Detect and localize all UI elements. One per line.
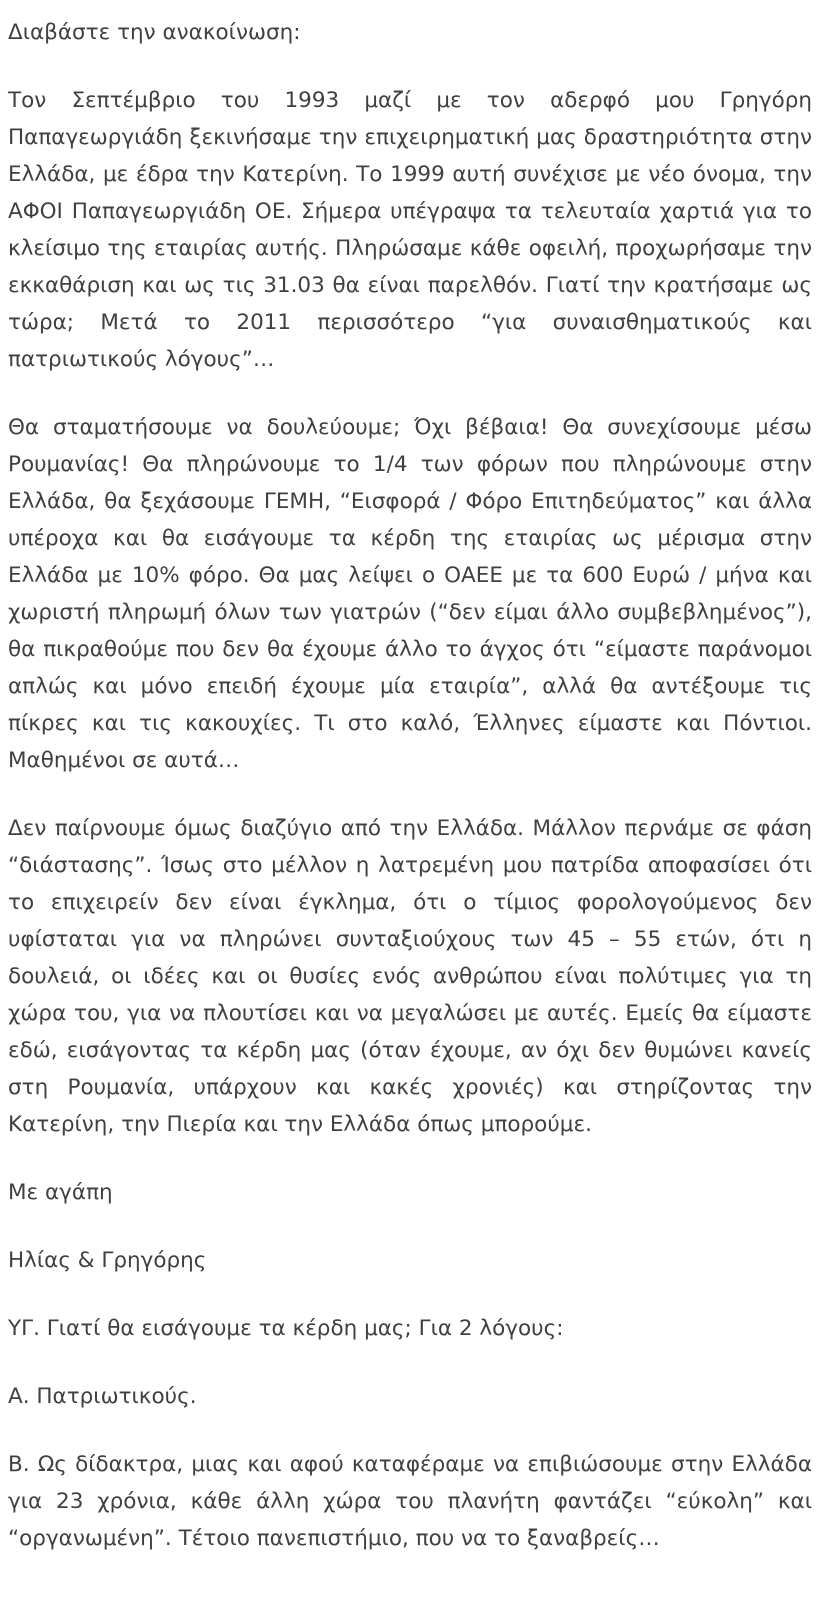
paragraph-greece-separation: Δεν παίρνουμε όμως διαζύγιο από την Ελλάδα. Μάλλον περνάμε σε φάση “διάστασης”. Ίσως στο μέλλον η λατρεμένη μου πατρίδα αποφασίσει ότι το επιχειρείν δεν είναι έγκλημα, ότι ο τίμιος φορολογούμενος δεν υφίσταται για να πληρώνει συνταξιούχους των 45 – 55 ετών, ότι η δουλειά, οι ιδέες και οι θυσίες ενός ανθρώπου είναι πολύτιμες για τη χώρα του, για να πλουτίσει και να μεγαλώσει με αυτές. Εμείς θα είμαστε εδώ, εισάγοντας τα κέρδη μας (όταν έχουμε, αν όχι δεν θυμώνει κανείς στη Ρουμανία, υπάρχουν και κακές χρονιές) και στηρίζοντας την Κατερίνη, την Πιερία και την Ελλάδα όπως μπορούμε.: [8, 816, 812, 1137]
signature: Ηλίας & Γρηγόρης: [8, 1248, 207, 1273]
intro-line: Διαβάστε την ανακοίνωση:: [8, 20, 301, 45]
paragraph-romania-move: Θα σταματήσουμε να δουλεύουμε; Όχι βέβαια! Θα συνεχίσουμε μέσω Ρουμανίας! Θα πληρώνουμε το 1/4 των φόρων που πληρώνουμε στην Ελλάδα, θα ξεχάσουμε ΓΕΜΗ, “Εισφορά / Φόρο Επιτηδεύματος” και άλλα υπέροχα και θα εισάγουμε τα κέρδη της εταιρίας ως μέρισμα στην Ελλάδα με 10% φόρο. Θα μας λείψει ο ΟΑΕΕ με τα 600 Ευρώ / μήνα και χωριστή πληρωμή όλων των γιατρών (“δεν είμαι άλλο συμβεβλημένος”), θα πικραθούμε που δεν θα έχουμε άλλο το άγχος ότι “είμαστε παράνομοι απλώς και μόνο επειδή έχουμε μία εταιρία”, αλλά θα αντέξουμε τις πίκρες και τις κακουχίες. Τι στο καλό, Έλληνες είμαστε και Πόντιοι. Μαθημένοι σε αυτά…: [8, 415, 812, 773]
closing-line: Με αγάπη: [8, 1180, 113, 1205]
article-body: [8, 14, 812, 1557]
postscript-reason-b: Β. Ως δίδακτρα, μιας και αφού καταφέραμε να επιβιώσουμε στην Ελλάδα για 23 χρόνια, κάθε άλλη χώρα του πλανήτη φαντάζει “εύκολη” και “οργανωμένη”. Τέτοιο πανεπιστήμιο, που να το ξαναβρείς…: [8, 1452, 812, 1551]
postscript-reason-a: Α. Πατριωτικούς.: [8, 1384, 197, 1409]
paragraph-company-history: Τον Σεπτέμβριο του 1993 μαζί με τον αδερφό μου Γρηγόρη Παπαγεωργιάδη ξεκινήσαμε την επιχειρηματική μας δραστηριότητα στην Ελλάδα, με έδρα την Κατερίνη. Το 1999 αυτή συνέχισε με νέο όνομα, την ΑΦΟΙ Παπαγεωργιάδη ΟΕ. Σήμερα υπέγραψα τα τελευταία χαρτιά για το κλείσιμο της εταιρίας αυτής. Πληρώσαμε κάθε οφειλή, προχωρήσαμε την εκκαθάριση και ως τις 31.03 θα είναι παρελθόν. Γιατί την κρατήσαμε ως τώρα; Μετά το 2011 περισσότερο “για συναισθηματικούς και πατριωτικούς λόγους”…: [8, 88, 812, 372]
postscript-question: ΥΓ. Γιατί θα εισάγουμε τα κέρδη μας; Για 2 λόγους:: [8, 1316, 564, 1341]
